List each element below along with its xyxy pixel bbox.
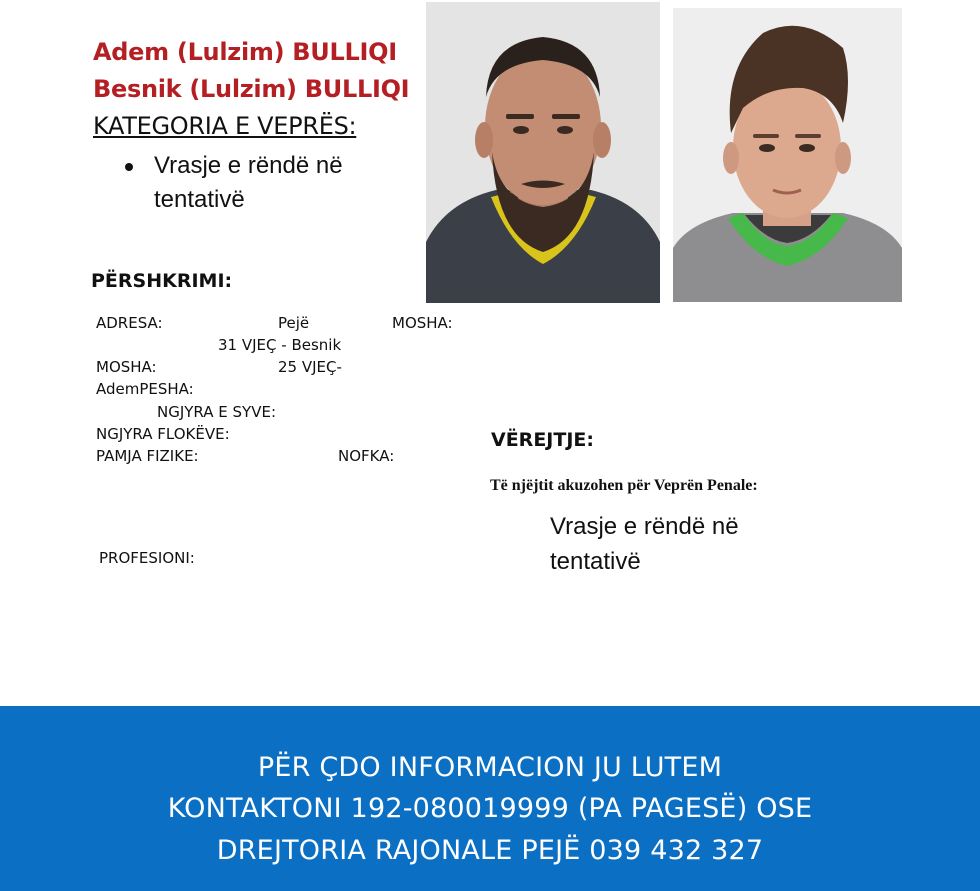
field-adem-pesha: AdemPESHA: <box>96 380 194 398</box>
field-nofka: NOFKA: <box>338 447 395 465</box>
remarks-crime-line2: tentativë <box>550 548 641 575</box>
category-item-line2: tentativë <box>154 186 245 213</box>
field-adresa-label: ADRESA: <box>96 314 163 332</box>
footer-line-1: PËR ÇDO INFORMACION JU LUTEM <box>257 752 723 783</box>
category-item-line1: Vrasje e rëndë në <box>154 152 343 179</box>
field-mosha-label-1: MOSHA: <box>392 314 453 332</box>
suspect-name-besnik: Besnik (Lulzim) BULLIQI <box>93 75 410 103</box>
remarks-note: Të njëjtit akuzohen për Veprën Penale: <box>490 477 758 494</box>
footer-line-3: DREJTORIA RAJONALE PEJË 039 432 327 <box>216 835 764 866</box>
suspect-photo-adem <box>426 2 660 303</box>
category-heading: KATEGORIA E VEPRËS: <box>93 112 357 140</box>
suspect-name-adem: Adem (Lulzim) BULLIQI <box>93 38 397 66</box>
field-adresa-value: Pejë <box>278 314 310 332</box>
remarks-crime-line1: Vrasje e rëndë në <box>550 513 739 540</box>
field-ngjyra-flokeve: NGJYRA FLOKËVE: <box>96 425 230 443</box>
field-profesioni: PROFESIONI: <box>99 549 195 567</box>
field-mosha-label-2: MOSHA: <box>96 358 157 376</box>
description-heading: PËRSHKRIMI: <box>91 270 233 292</box>
remarks-heading: VËREJTJE: <box>491 429 594 451</box>
suspect-photo-besnik <box>673 8 902 302</box>
field-pamja-fizike: PAMJA FIZIKE: <box>96 447 199 465</box>
footer-line-2: KONTAKTONI 192-080019999 (PA PAGESË) OSE <box>167 793 813 824</box>
field-mosha-value-1: 31 VJEÇ - Besnik <box>218 336 342 354</box>
field-mosha-value-2: 25 VJEÇ- <box>278 358 342 376</box>
bullet-icon <box>125 163 133 171</box>
field-ngjyra-syve: NGJYRA E SYVE: <box>157 403 276 421</box>
contact-footer <box>0 706 980 891</box>
